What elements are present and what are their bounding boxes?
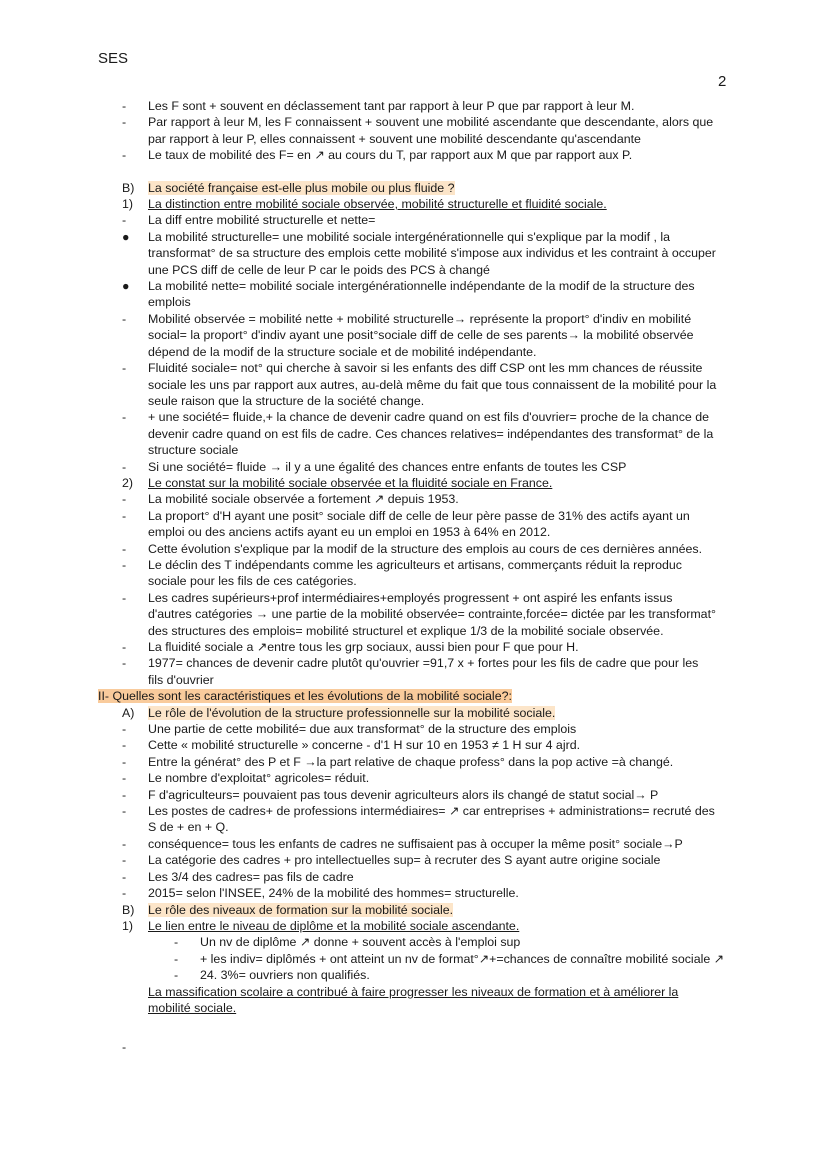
line-text: Le déclin des T indépendants comme les agriculteurs et artisans, commerçants réduit la reproduc	[148, 557, 682, 572]
text-line	[0, 623, 828, 639]
line-text: Un nv de diplôme ↗ donne + souvent accès à l'emploi sup	[200, 935, 521, 950]
line-text: La massification scolaire a contribué à faire progresser les niveaux de formation et à améliorer la	[148, 984, 679, 999]
list-marker: -	[122, 492, 127, 507]
list-marker: A)	[122, 705, 135, 720]
line-text: transformat° de sa structure des emplois cette mobilité s'impose aux individus et les contraint à occuper	[148, 246, 716, 261]
list-marker: 1)	[122, 918, 134, 933]
list-marker: -	[122, 771, 127, 786]
list-marker: B)	[122, 180, 135, 195]
list-marker: -	[122, 410, 127, 425]
line-text: structure sociale	[148, 443, 239, 458]
line-text: La fluidité sociale a ↗entre tous les grp sociaux, aussi bien pour F que pour H.	[148, 640, 579, 654]
text-line	[0, 1000, 828, 1016]
list-marker: -	[122, 361, 127, 376]
text-line	[0, 442, 828, 458]
list-marker: -	[122, 738, 127, 753]
text-line	[0, 114, 828, 130]
line-text: Le rôle de l'évolution de la structure professionnelle sur la mobilité sociale.	[148, 705, 556, 720]
line-text: sociale les uns par rapport aux autres, au-delà même du fait que tous connaissent de la mobilité pour la	[148, 377, 717, 392]
line-text: La proport° d'H ayant une posit° sociale diff de celle de leur père passe de 31% des actifs ayant un	[148, 508, 690, 523]
text-line	[0, 705, 828, 721]
text-line	[0, 508, 828, 524]
line-text: devenir cadre quand on est fils de cadre. Ces chances relatives= indépendantes des transformat° de la	[148, 426, 714, 441]
line-text: S de + en + Q.	[148, 820, 229, 835]
text-line	[0, 803, 828, 819]
text-line	[0, 245, 828, 261]
list-marker: -	[122, 640, 127, 654]
line-text: La société française est-elle plus mobile ou plus fluide ?	[148, 180, 455, 195]
list-marker: -	[122, 590, 127, 605]
text-line	[0, 934, 828, 950]
text-line	[0, 524, 828, 540]
line-text: fils d'ouvrier	[148, 672, 214, 687]
line-text: Le nombre d'exploitat° agricoles= réduit.	[148, 771, 370, 786]
text-line	[0, 967, 828, 983]
text-line	[0, 951, 828, 967]
list-marker: -	[174, 968, 179, 983]
text-line	[0, 852, 828, 868]
list-marker: -	[174, 951, 179, 966]
line-text: dépend de la modif de la structure sociale et de mobilité indépendante.	[148, 344, 537, 359]
text-line	[0, 655, 828, 671]
line-text: par rapport à leur P, elles connaissent + souvent une mobilité descendante qu'ascendante	[148, 131, 641, 146]
text-line	[0, 639, 828, 655]
line-text: seule raison que la structure de la société change.	[148, 393, 425, 408]
list-marker: -	[122, 853, 127, 868]
line-text: 24. 3%= ouvriers non qualifiés.	[200, 968, 370, 983]
text-line	[0, 131, 828, 147]
list-marker: -	[122, 459, 127, 474]
section-heading	[0, 688, 828, 704]
list-marker: -	[122, 557, 127, 572]
document-header: SES	[98, 50, 129, 67]
text-line	[0, 885, 828, 901]
text-line	[0, 836, 828, 852]
line-text: F d'agriculteurs= pouvaient pas tous devenir agriculteurs alors ils changé de statut social→ P	[148, 787, 659, 802]
line-text: Une partie de cette mobilité= due aux transformat° de la structure des emplois	[148, 722, 577, 737]
text-line	[0, 737, 828, 753]
line-text: Par rapport à leur M, les F connaissent + souvent une mobilité ascendante que descendante, alors que	[148, 115, 714, 130]
list-marker: ●	[122, 229, 130, 244]
text-line	[0, 819, 828, 835]
line-text: Mobilité observée = mobilité nette + mobilité structurelle→ représente la proport° d'indiv en mobilité	[148, 311, 692, 326]
list-marker: -	[122, 656, 127, 671]
list-marker: -	[122, 99, 127, 113]
line-text: + les indiv= diplômés + ont atteint un nv de format°↗+=chances de connaître mobilité sociale ↗	[200, 951, 725, 966]
text-line	[0, 869, 828, 885]
text-line	[0, 229, 828, 245]
text-line	[0, 590, 828, 606]
line-text: La catégorie des cadres + pro intellectuelles sup= à recruter des S ayant autre origine sociale	[148, 853, 661, 868]
line-text: une PCS diff de celle de leur P car le poids des PCS à changé	[148, 262, 490, 277]
list-marker: -	[122, 541, 127, 556]
line-text: Le rôle des niveaux de formation sur la mobilité sociale.	[148, 902, 454, 917]
line-text: Les 3/4 des cadres= pas fils de cadre	[148, 869, 354, 884]
list-marker: -	[122, 787, 127, 802]
text-line	[0, 984, 828, 1000]
text-line	[0, 754, 828, 770]
line-text: 2015= selon l'INSEE, 24% de la mobilité des hommes= structurelle.	[148, 886, 519, 901]
text-line	[0, 327, 828, 343]
list-marker: ●	[122, 279, 130, 294]
line-text: emploi ou des anciens actifs ayant eu un emploi en 1953 à 64% en 2012.	[148, 525, 551, 540]
line-text: La mobilité structurelle= une mobilité sociale intergénérationnelle qui s'explique par la modif , la	[148, 229, 671, 244]
text-line	[0, 459, 828, 475]
line-text: Fluidité sociale= not° qui cherche à savoir si les enfants des diff CSP ont les mm chances de réussite	[148, 361, 703, 376]
text-line	[0, 377, 828, 393]
trailing-dash: -	[122, 1040, 127, 1054]
text-line	[0, 278, 828, 294]
list-marker: -	[122, 804, 127, 819]
line-text: Cette évolution s'explique par la modif de la structure des emplois au cours de ces dernières années.	[148, 541, 703, 556]
line-text: Les postes de cadres+ de professions intermédiaires= ↗ car entreprises + administrations= recruté des	[148, 804, 715, 819]
line-text: Entre la générat° des P et F →la part relative de chaque profess° dans la pop active =à changé.	[148, 754, 674, 769]
line-text: Les cadres supérieurs+prof intermédiaires+employés progressent + ont aspiré les enfants issus	[148, 590, 673, 605]
text-line	[0, 98, 828, 114]
list-marker: -	[122, 836, 127, 851]
text-line	[0, 918, 828, 934]
line-text: + une société= fluide,+ la chance de devenir cadre quand on est fils d'ouvrier= proche de la chance de	[148, 410, 710, 425]
text-line	[0, 180, 828, 196]
text-line	[0, 262, 828, 278]
list-marker: B)	[122, 902, 135, 917]
list-marker: -	[122, 869, 127, 884]
line-text: Le constat sur la mobilité sociale observée et la fluidité sociale en France.	[148, 475, 553, 490]
line-text: sociale pour les fils de ces catégories.	[148, 574, 357, 589]
line-text: mobilité sociale.	[148, 1000, 237, 1015]
text-line	[0, 426, 828, 442]
line-text: Les F sont + souvent en déclassement tant par rapport à leur P que par rapport à leur M.	[148, 99, 635, 113]
line-text: 1977= chances de devenir cadre plutôt qu'ouvrier =91,7 x + fortes pour les fils de cadre que pour les	[148, 656, 699, 671]
list-marker: 2)	[122, 475, 134, 490]
text-line	[0, 541, 828, 557]
page-number: 2	[718, 73, 727, 90]
list-marker: -	[122, 148, 127, 163]
line-text: emplois	[148, 295, 191, 310]
text-line	[0, 902, 828, 918]
list-marker: -	[122, 886, 127, 901]
list-marker: -	[122, 508, 127, 523]
text-line	[0, 787, 828, 803]
list-marker: 1)	[122, 197, 134, 212]
text-line	[0, 360, 828, 376]
line-text: conséquence= tous les enfants de cadres ne suffisaient pas à occuper la même posit° sociale→P	[148, 836, 683, 851]
line-text: La mobilité sociale observée a fortement ↗ depuis 1953.	[148, 492, 459, 507]
text-line	[0, 294, 828, 310]
line-text: La diff entre mobilité structurelle et nette=	[148, 213, 376, 228]
blank-line	[0, 164, 828, 180]
list-marker: -	[122, 213, 127, 228]
line-text: II- Quelles sont les caractéristiques et les évolutions de la mobilité sociale?:	[98, 689, 512, 704]
text-line	[0, 721, 828, 737]
line-text: des structures des emplois= mobilité structurel et explique 1/3 de la mobilité sociale observée.	[148, 623, 664, 638]
text-line	[0, 475, 828, 491]
list-marker: -	[122, 115, 127, 130]
text-line	[0, 770, 828, 786]
text-line	[0, 393, 828, 409]
list-marker: -	[174, 935, 179, 950]
text-line	[0, 196, 828, 212]
line-text: d'autres catégories → une partie de la mobilité observée= contrainte,forcée= dictée par les transformat°	[148, 607, 716, 622]
list-marker: -	[122, 754, 127, 769]
text-line	[0, 212, 828, 228]
text-line	[0, 491, 828, 507]
line-text: Le lien entre le niveau de diplôme et la mobilité sociale ascendante.	[148, 918, 520, 933]
line-text: Cette « mobilité structurelle » concerne - d'1 H sur 10 en 1953 ≠ 1 H sur 4 ajrd.	[148, 738, 581, 753]
text-line	[0, 409, 828, 425]
list-marker: -	[122, 311, 127, 326]
text-line	[0, 606, 828, 622]
text-line	[0, 311, 828, 327]
text-line	[0, 344, 828, 360]
line-text: La mobilité nette= mobilité sociale intergénérationnelle indépendante de la modif de la structure des	[148, 279, 695, 294]
line-text: Le taux de mobilité des F= en ↗ au cours du T, par rapport aux M que par rapport aux P.	[148, 148, 633, 163]
line-text: social= la proport° d'indiv ayant une posit°sociale diff de celle de ses parents→ la mobilité observée	[148, 328, 694, 343]
list-marker: -	[122, 722, 127, 737]
text-line	[0, 147, 828, 163]
line-text: Si une société= fluide → il y a une égalité des chances entre enfants de toutes les CSP	[148, 459, 627, 474]
text-line	[0, 573, 828, 589]
line-text: La distinction entre mobilité sociale observée, mobilité structurelle et fluidité sociale.	[148, 197, 607, 212]
text-line	[0, 557, 828, 573]
document-body	[0, 98, 828, 1016]
text-line	[0, 672, 828, 688]
